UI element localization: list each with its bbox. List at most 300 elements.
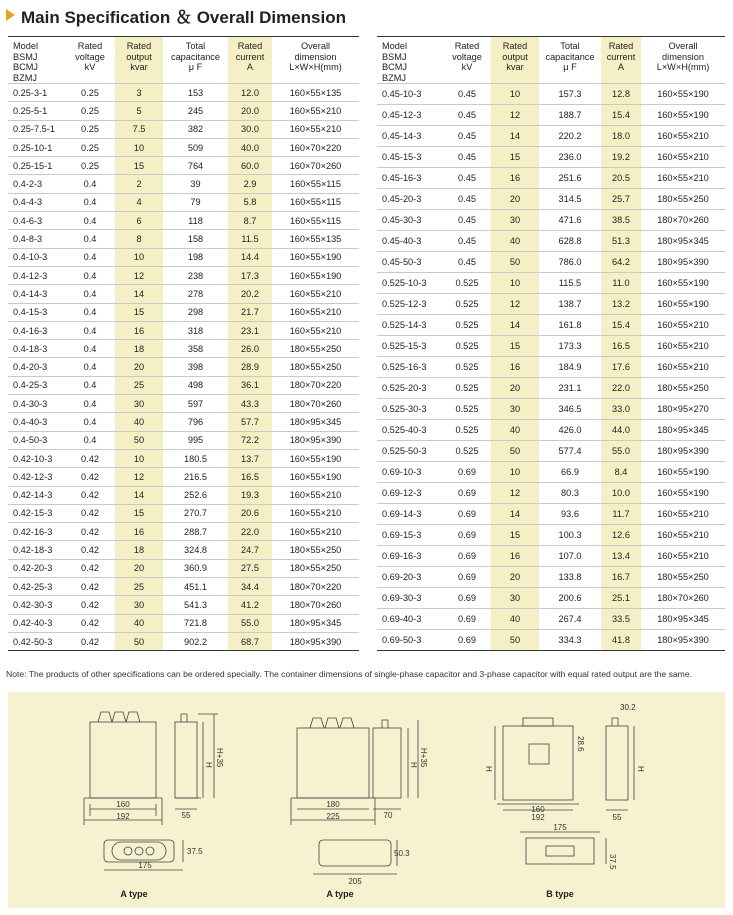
- cell-voltage: 0.4: [65, 303, 115, 321]
- cell-current: 15.4: [601, 105, 641, 126]
- header-voltage: [443, 37, 491, 84]
- cell-capacitance: 597: [163, 395, 228, 413]
- cell-voltage: 0.525: [443, 357, 491, 378]
- cell-output: 15: [491, 147, 539, 168]
- cell-dimension: 180×55×250: [272, 541, 359, 559]
- b-dimension-labels: [484, 703, 645, 870]
- cell-model: 0.45-30-3: [377, 210, 443, 231]
- cell-dimension: 160×55×210: [641, 168, 725, 189]
- table-row: [8, 596, 359, 614]
- cell-current: 18.0: [601, 126, 641, 147]
- cell-model: 0.45-14-3: [377, 126, 443, 147]
- table-row: [8, 431, 359, 449]
- cell-model: 0.4-40-3: [8, 413, 65, 431]
- a1-bottom-view: [104, 840, 174, 862]
- cell-output: 20: [115, 358, 163, 376]
- cell-voltage: 0.42: [65, 578, 115, 596]
- a1-front-body: [90, 722, 156, 798]
- b-bottom-width: 175: [553, 823, 567, 832]
- cell-model: 0.69-12-3: [377, 483, 443, 504]
- header-line: μ F: [563, 62, 577, 72]
- cell-dimension: 180×95×390: [272, 431, 359, 449]
- cell-current: 22.0: [601, 378, 641, 399]
- cell-output: 50: [491, 630, 539, 651]
- cell-output: 50: [115, 632, 163, 650]
- cell-dimension: 160×55×210: [272, 285, 359, 303]
- cell-current: 41.8: [601, 630, 641, 651]
- cell-current: 20.0: [228, 102, 272, 120]
- cell-dimension: 160×55×190: [272, 248, 359, 266]
- cell-model: 0.69-15-3: [377, 525, 443, 546]
- a2-dimension-labels: [326, 748, 428, 886]
- a2-front-body: [297, 728, 369, 798]
- cell-capacitance: 216.5: [163, 468, 228, 486]
- cell-current: 11.5: [228, 230, 272, 248]
- table-row: [377, 126, 725, 147]
- cell-capacitance: 236.0: [539, 147, 601, 168]
- b-side-body: [606, 726, 628, 800]
- cell-voltage: 0.45: [443, 231, 491, 252]
- table-row: [377, 504, 725, 525]
- b-cover: 28.6: [576, 736, 585, 752]
- cell-capacitance: 796: [163, 413, 228, 431]
- cell-dimension: 180×70×260: [641, 588, 725, 609]
- table-row: [377, 567, 725, 588]
- cell-capacitance: 80.3: [539, 483, 601, 504]
- cell-current: 55.0: [601, 441, 641, 462]
- cell-dimension: 160×55×190: [641, 105, 725, 126]
- cell-output: 8: [115, 230, 163, 248]
- cell-voltage: 0.45: [443, 252, 491, 273]
- cell-current: 13.4: [601, 546, 641, 567]
- header-output: [115, 37, 163, 84]
- cell-capacitance: 39: [163, 175, 228, 193]
- cell-output: 14: [491, 315, 539, 336]
- cell-current: 19.3: [228, 486, 272, 504]
- cell-dimension: 180×70×260: [272, 395, 359, 413]
- cell-voltage: 0.4: [65, 413, 115, 431]
- cell-current: 20.6: [228, 504, 272, 522]
- table-row: [8, 303, 359, 321]
- header-model: [377, 37, 443, 84]
- cell-model: 0.45-15-3: [377, 147, 443, 168]
- a1-front-width: 160: [116, 800, 130, 809]
- cell-model: 0.25-7.5-1: [8, 120, 65, 138]
- header-line: BCMJ: [13, 62, 39, 72]
- header-line: dimension: [662, 51, 704, 62]
- cell-current: 26.0: [228, 340, 272, 358]
- table-row: [8, 504, 359, 522]
- cell-current: 10.0: [601, 483, 641, 504]
- table-row: [8, 578, 359, 596]
- cell-dimension: 160×55×190: [641, 84, 725, 105]
- cell-output: 4: [115, 193, 163, 211]
- cell-voltage: 0.45: [443, 126, 491, 147]
- header-capacitance: [163, 37, 228, 84]
- cell-capacitance: 270.7: [163, 504, 228, 522]
- a1-side-body: [175, 722, 197, 798]
- cell-model: 0.525-14-3: [377, 315, 443, 336]
- cell-model: 0.42-16-3: [8, 523, 65, 541]
- table-row: [8, 413, 359, 431]
- cell-dimension: 180×70×260: [272, 596, 359, 614]
- cell-output: 3: [115, 84, 163, 102]
- cell-output: 40: [115, 614, 163, 632]
- cell-capacitance: 278: [163, 285, 228, 303]
- cell-voltage: 0.525: [443, 294, 491, 315]
- cell-output: 16: [491, 357, 539, 378]
- cell-capacitance: 231.1: [539, 378, 601, 399]
- table-row: [377, 147, 725, 168]
- cell-dimension: 180×55×250: [272, 358, 359, 376]
- cell-dimension: 160×55×190: [641, 462, 725, 483]
- cell-current: 57.7: [228, 413, 272, 431]
- header-output: [491, 37, 539, 84]
- cell-voltage: 0.42: [65, 596, 115, 614]
- cell-dimension: 180×70×220: [272, 376, 359, 394]
- cell-current: 20.2: [228, 285, 272, 303]
- cell-voltage: 0.69: [443, 588, 491, 609]
- cell-dimension: 160×55×210: [272, 504, 359, 522]
- cell-dimension: 180×95×345: [272, 413, 359, 431]
- cell-current: 13.7: [228, 449, 272, 467]
- cell-voltage: 0.42: [65, 468, 115, 486]
- cell-output: 16: [491, 546, 539, 567]
- cell-model: 0.45-10-3: [377, 84, 443, 105]
- table-row: [8, 138, 359, 156]
- cell-model: 0.25-10-1: [8, 138, 65, 156]
- cell-voltage: 0.25: [65, 120, 115, 138]
- cell-model: 0.42-18-3: [8, 541, 65, 559]
- page-title: [6, 3, 346, 27]
- cell-current: 28.9: [228, 358, 272, 376]
- cell-current: 16.5: [601, 336, 641, 357]
- cell-current: 8.7: [228, 212, 272, 230]
- cell-capacitance: 157.3: [539, 84, 601, 105]
- cell-voltage: 0.4: [65, 285, 115, 303]
- cell-capacitance: 541.3: [163, 596, 228, 614]
- b-bottom-view: [526, 838, 594, 864]
- cell-dimension: 160×55×190: [272, 468, 359, 486]
- cell-dimension: 180×95×390: [641, 441, 725, 462]
- cell-output: 15: [115, 303, 163, 321]
- header-current: [228, 37, 272, 84]
- a1-bottom-width: 175: [138, 861, 152, 870]
- a2-front-width: 180: [326, 800, 340, 809]
- cell-dimension: 160×55×115: [272, 175, 359, 193]
- cell-capacitance: 324.8: [163, 541, 228, 559]
- a1-height: H: [204, 762, 213, 768]
- header-line: Overall: [668, 41, 698, 51]
- header-capacitance: [539, 37, 601, 84]
- cell-model: 0.525-12-3: [377, 294, 443, 315]
- cell-voltage: 0.42: [65, 541, 115, 559]
- cell-output: 50: [491, 252, 539, 273]
- cell-capacitance: 245: [163, 102, 228, 120]
- cell-output: 6: [115, 212, 163, 230]
- cell-model: 0.25-15-1: [8, 157, 65, 175]
- cell-dimension: 160×55×190: [641, 273, 725, 294]
- cell-output: 2: [115, 175, 163, 193]
- cell-dimension: 180×55×250: [641, 567, 725, 588]
- cell-output: 10: [491, 462, 539, 483]
- header-line: L×W×H(mm): [289, 62, 342, 72]
- header-line: kvar: [506, 62, 524, 72]
- cell-model: 0.4-12-3: [8, 266, 65, 284]
- table-row: [8, 376, 359, 394]
- cell-dimension: 180×55×250: [272, 559, 359, 577]
- header-line: voltage: [452, 51, 482, 62]
- table-row: [8, 157, 359, 175]
- cell-output: 20: [491, 567, 539, 588]
- b-bottom-height: 37.5: [608, 854, 617, 870]
- cell-dimension: 180×70×220: [272, 578, 359, 596]
- table-row: [377, 105, 725, 126]
- b-front-body: [503, 726, 573, 800]
- header-line: BCMJ: [382, 62, 408, 72]
- cell-output: 12: [115, 266, 163, 284]
- cell-output: 12: [115, 468, 163, 486]
- header-line: capacitance: [545, 51, 595, 62]
- cell-dimension: 160×55×210: [272, 321, 359, 339]
- header-line: Total: [560, 41, 580, 51]
- cell-capacitance: 577.4: [539, 441, 601, 462]
- header-line: BSMJ: [382, 51, 407, 62]
- cell-capacitance: 153: [163, 84, 228, 102]
- table-row: [377, 231, 725, 252]
- cell-current: 40.0: [228, 138, 272, 156]
- cell-dimension: 180×55×250: [272, 340, 359, 358]
- cell-capacitance: 180.5: [163, 449, 228, 467]
- header-line: Overall: [300, 41, 331, 51]
- cell-model: 0.4-15-3: [8, 303, 65, 321]
- cell-output: 12: [491, 294, 539, 315]
- header-dimension: [641, 37, 725, 84]
- cell-current: 19.2: [601, 147, 641, 168]
- cell-output: 25: [115, 578, 163, 596]
- cell-capacitance: 118: [163, 212, 228, 230]
- header-line: BZMJ: [382, 72, 406, 83]
- cell-current: 11.7: [601, 504, 641, 525]
- cell-model: 0.4-8-3: [8, 230, 65, 248]
- cell-current: 12.6: [601, 525, 641, 546]
- table-row: [377, 189, 725, 210]
- cell-output: 15: [491, 336, 539, 357]
- table-row: [8, 175, 359, 193]
- cell-model: 0.42-12-3: [8, 468, 65, 486]
- table-row: [8, 358, 359, 376]
- cell-model: 0.525-40-3: [377, 420, 443, 441]
- cell-voltage: 0.4: [65, 340, 115, 358]
- dimension-drawings-panel: [8, 692, 725, 908]
- header-line: Rated: [237, 41, 263, 51]
- header-line: kvar: [130, 62, 148, 72]
- table-row: [8, 248, 359, 266]
- cell-current: 14.4: [228, 248, 272, 266]
- cell-model: 0.525-16-3: [377, 357, 443, 378]
- cell-voltage: 0.45: [443, 168, 491, 189]
- cell-capacitance: 200.6: [539, 588, 601, 609]
- header-line: μ F: [188, 62, 203, 72]
- cell-capacitance: 115.5: [539, 273, 601, 294]
- cell-output: 18: [115, 340, 163, 358]
- cell-current: 51.3: [601, 231, 641, 252]
- table-row: [8, 120, 359, 138]
- cell-model: 0.69-14-3: [377, 504, 443, 525]
- cell-voltage: 0.4: [65, 395, 115, 413]
- cell-output: 20: [115, 559, 163, 577]
- cell-dimension: 160×55×135: [272, 230, 359, 248]
- cell-voltage: 0.45: [443, 189, 491, 210]
- cell-capacitance: 288.7: [163, 523, 228, 541]
- cell-voltage: 0.4: [65, 230, 115, 248]
- table-row: [8, 559, 359, 577]
- cell-voltage: 0.4: [65, 358, 115, 376]
- cell-voltage: 0.4: [65, 321, 115, 339]
- cell-output: 5: [115, 102, 163, 120]
- b-top-offset: 30.2: [620, 703, 636, 712]
- cell-capacitance: 93.6: [539, 504, 601, 525]
- cell-voltage: 0.45: [443, 84, 491, 105]
- cell-output: 15: [491, 525, 539, 546]
- table-row: [377, 273, 725, 294]
- cell-dimension: 180×95×345: [641, 420, 725, 441]
- table-row: [377, 168, 725, 189]
- cell-dimension: 180×95×270: [641, 399, 725, 420]
- cell-capacitance: 161.8: [539, 315, 601, 336]
- header-line: voltage: [75, 51, 105, 62]
- cell-current: 33.0: [601, 399, 641, 420]
- header-line: A: [246, 62, 254, 72]
- table-row: [377, 420, 725, 441]
- cell-voltage: 0.25: [65, 84, 115, 102]
- cell-capacitance: 995: [163, 431, 228, 449]
- table-row: [377, 315, 725, 336]
- cell-output: 20: [491, 189, 539, 210]
- a2-bottom-width: 205: [348, 877, 362, 886]
- table-row: [377, 609, 725, 630]
- cell-model: 0.45-50-3: [377, 252, 443, 273]
- cell-capacitance: 158: [163, 230, 228, 248]
- cell-voltage: 0.45: [443, 105, 491, 126]
- cell-voltage: 0.525: [443, 378, 491, 399]
- a2-bottom-view: [319, 840, 391, 866]
- cell-output: 14: [491, 504, 539, 525]
- b-front-width: 160: [531, 805, 545, 814]
- cell-output: 10: [115, 449, 163, 467]
- a1-total-width: 192: [116, 812, 130, 821]
- cell-capacitance: 173.3: [539, 336, 601, 357]
- cell-current: 25.1: [601, 588, 641, 609]
- dimension-drawings: [8, 692, 725, 908]
- spec-table-left: [8, 36, 359, 651]
- cell-capacitance: 66.9: [539, 462, 601, 483]
- cell-dimension: 160×55×190: [272, 449, 359, 467]
- cell-voltage: 0.42: [65, 559, 115, 577]
- cell-voltage: 0.45: [443, 210, 491, 231]
- table-row: [377, 84, 725, 105]
- cell-model: 0.25-5-1: [8, 102, 65, 120]
- cell-output: 15: [115, 504, 163, 522]
- cell-output: 10: [491, 84, 539, 105]
- cell-dimension: 160×55×210: [641, 504, 725, 525]
- cell-model: 0.69-50-3: [377, 630, 443, 651]
- cell-model: 0.42-20-3: [8, 559, 65, 577]
- cell-current: 33.5: [601, 609, 641, 630]
- cell-capacitance: 360.9: [163, 559, 228, 577]
- table-row: [8, 468, 359, 486]
- header-model: [8, 37, 65, 84]
- a2-height-total: H+35: [419, 748, 428, 768]
- cell-current: 43.3: [228, 395, 272, 413]
- cell-current: 36.1: [228, 376, 272, 394]
- cell-dimension: 160×55×210: [641, 546, 725, 567]
- table-row: [377, 525, 725, 546]
- a2-type-label: A type: [326, 889, 354, 899]
- cell-current: 15.4: [601, 315, 641, 336]
- cell-voltage: 0.4: [65, 212, 115, 230]
- cell-dimension: 160×55×210: [641, 126, 725, 147]
- cell-current: 21.7: [228, 303, 272, 321]
- cell-model: 0.45-40-3: [377, 231, 443, 252]
- header-line: A: [617, 62, 625, 72]
- triangle-bullet-icon: [6, 9, 15, 21]
- cell-current: 12.8: [601, 84, 641, 105]
- spec-table-right: [377, 36, 725, 651]
- a2-terminals: [310, 718, 354, 728]
- cell-capacitance: 79: [163, 193, 228, 211]
- cell-output: 40: [115, 413, 163, 431]
- table-row: [8, 84, 359, 102]
- table-row: [8, 486, 359, 504]
- header-line: BZMJ: [13, 72, 37, 83]
- cell-model: 0.4-25-3: [8, 376, 65, 394]
- cell-output: 16: [491, 168, 539, 189]
- page-title-text: Main Specification ＆ Overall Dimension: [21, 7, 346, 27]
- cell-current: 13.2: [601, 294, 641, 315]
- table-row: [8, 523, 359, 541]
- cell-output: 25: [115, 376, 163, 394]
- cell-dimension: 180×95×345: [272, 614, 359, 632]
- footnote: Note: The products of other specifications can be ordered specially. The container dimensions of single-phase capacitor and 3-phase capacitor with equal rated output are the same.: [6, 669, 692, 679]
- table-row: [377, 399, 725, 420]
- cell-model: 0.69-30-3: [377, 588, 443, 609]
- table-row: [377, 630, 725, 651]
- a1-terminals: [98, 712, 140, 722]
- cell-voltage: 0.69: [443, 567, 491, 588]
- cell-voltage: 0.525: [443, 441, 491, 462]
- table-row: [377, 546, 725, 567]
- cell-current: 25.7: [601, 189, 641, 210]
- cell-dimension: 160×70×220: [272, 138, 359, 156]
- cell-capacitance: 314.5: [539, 189, 601, 210]
- spec-tables: [8, 36, 725, 658]
- header-line: kV: [84, 62, 96, 72]
- table-row: [377, 210, 725, 231]
- cell-dimension: 160×55×210: [272, 102, 359, 120]
- header-current: [601, 37, 641, 84]
- cell-model: 0.4-10-3: [8, 248, 65, 266]
- cell-model: 0.69-20-3: [377, 567, 443, 588]
- cell-dimension: 160×55×210: [641, 315, 725, 336]
- cell-output: 16: [115, 523, 163, 541]
- cell-voltage: 0.25: [65, 138, 115, 156]
- header-line: Model: [382, 41, 408, 51]
- cell-output: 20: [491, 378, 539, 399]
- cell-model: 0.42-10-3: [8, 449, 65, 467]
- b-nameplate: [529, 744, 549, 764]
- a1-bottom-height: 37.5: [187, 847, 203, 856]
